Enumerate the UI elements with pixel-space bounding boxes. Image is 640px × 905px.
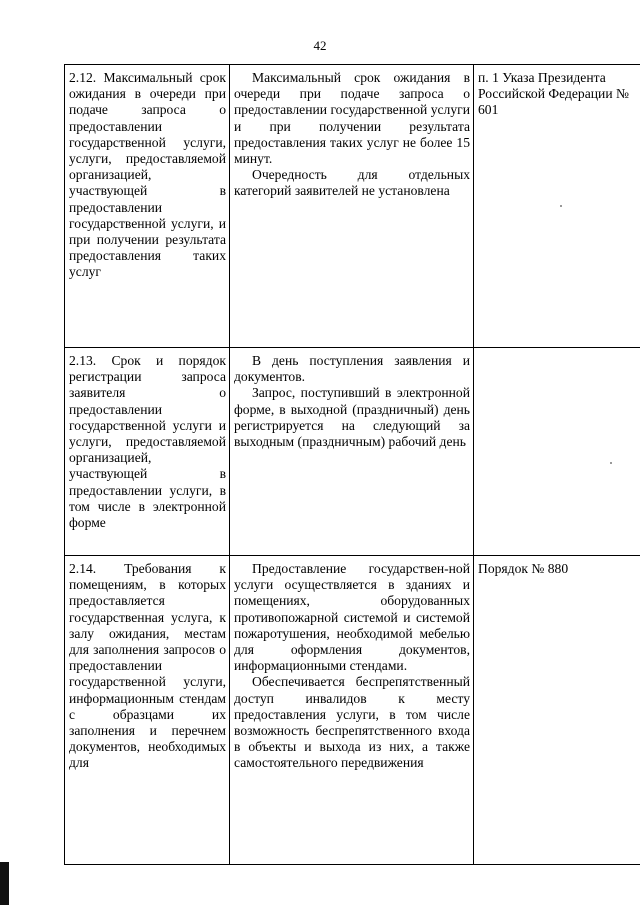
scan-speck: [560, 205, 562, 207]
legal-basis-cell: [474, 348, 640, 556]
page-number: 42: [313, 38, 327, 53]
content-cell: [230, 65, 474, 348]
content-paragraph: В день поступления заявления и документов.: [234, 353, 470, 385]
legal-basis-cell: Порядок № 880: [474, 556, 640, 865]
regulation-table: [64, 64, 640, 865]
content-cell: [230, 348, 474, 556]
content-paragraph: Предоставление государствен-ной услуги осуществляется в зданиях и помещениях, оборудованных противопожарной системой и системой пожаротушения, необходимой мебелью для оформления документов, информационными стендами.: [234, 561, 470, 674]
requirement-cell: 2.12. Максимальный срок ожидания в очереди при подаче запроса о предоставлении государственной услуги, услуги, предоставляемой организацией, участвующей в предоставлении государственной услуги, и при получении результата предоставления таких услуг: [65, 65, 230, 348]
content-paragraph: Обеспечивается беспрепятственный доступ инвалидов к месту предоставления услуги, в том числе возможность беспрепятственного входа в объекты и выхода из них, а также самостоятельного передвижения: [234, 674, 470, 771]
requirement-cell: 2.14. Требования к помещениям, в которых предоставляется государственная услуга, к залу ожидания, местам для заполнения запросов о предоставлении государственной услуги, информационным стендам с образцами их заполнения и перечнем документов, необходимых для: [65, 556, 230, 865]
table-row: [65, 65, 640, 348]
content-cell: [230, 556, 474, 865]
legal-basis-cell: п. 1 Указа Президента Российской Федерации № 601: [474, 65, 640, 348]
content-paragraph: Запрос, поступивший в электронной форме, в выходной (праздничный) день регистрируется на следующий за выходным (праздничным) рабочий день: [234, 385, 470, 450]
scan-speck: [610, 462, 612, 464]
table-row: [65, 348, 640, 556]
requirement-cell: 2.13. Срок и порядок регистрации запроса заявителя о предоставлении государственной услуги и услуги, предоставляемой организацией, участвующей в предоставлении услуги, в том числе в электронной форме: [65, 348, 230, 556]
content-paragraph: Максимальный срок ожидания в очереди при подаче запроса о предоставлении государственной услуги и при получении результата предоставления таких услуг не более 15 минут.: [234, 70, 470, 167]
table-row: [65, 556, 640, 865]
scan-edge-shadow: [0, 862, 9, 905]
content-paragraph: Очередность для отдельных категорий заявителей не установлена: [234, 167, 470, 199]
